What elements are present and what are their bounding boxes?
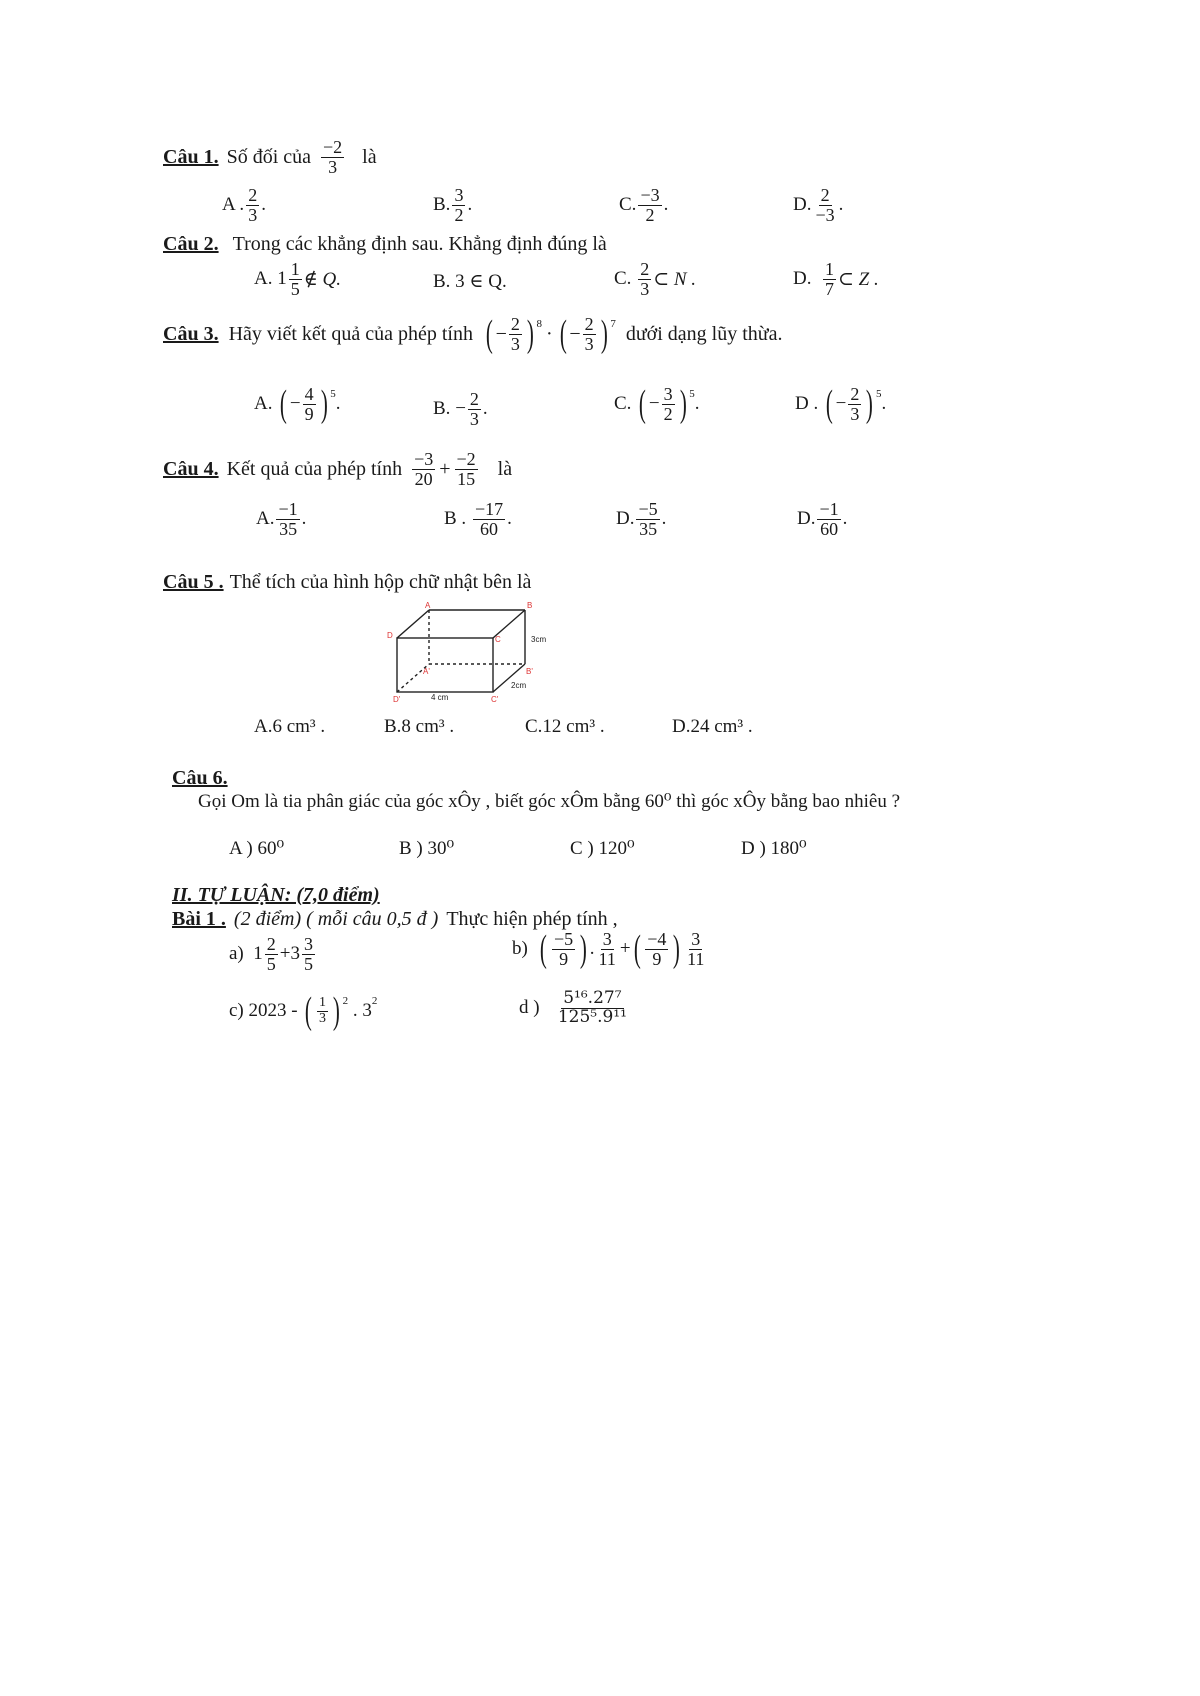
option-c[interactable]: C. $\frac{-3}{2}$ . [619, 185, 669, 225]
option-b[interactable]: B. 3 ∈ Q. [433, 271, 507, 292]
option-a[interactable]: A. 1 $\frac{1}{5}$ ∉ Q. [254, 259, 342, 299]
option-c[interactable]: C. $\frac{2}{3}$ ⊂ N . [614, 259, 697, 299]
height-label: 3cm [531, 635, 547, 644]
option-c[interactable]: C.12 cm³ . [525, 716, 605, 737]
option-c[interactable]: D. $\frac{-5}{35}$ . [616, 499, 667, 539]
option-a[interactable]: A. $\frac{-1}{35}$ . [256, 499, 307, 539]
question-text: Thể tích của hình hộp chữ nhật bên là [229, 571, 532, 593]
option-d[interactable]: D. $\frac{-1}{60}$ . [797, 499, 848, 539]
exercise-header [172, 908, 618, 931]
option-d[interactable]: D.24 cm³ . [672, 716, 753, 737]
question-text: Trong các khẳng định sau. Khẳng định đúng là [232, 233, 607, 255]
exercise-b: b) ( $\frac{-5}{9}$ ) . $\frac{3}{11}$ + ( $\frac{-4}{9}$ ) $\frac{3}{11}$ [512, 928, 705, 971]
option-a[interactable]: A ) 60⁰ [229, 838, 285, 859]
exercise-d: d ) $\frac{\text{5¹⁶.27⁷}}{\text{125⁵.9¹¹}}$ [519, 988, 627, 1027]
question-label: Câu 6. [172, 767, 228, 789]
power-expression: ( − $\frac{2}{3}$ ) 8 · ( − $\frac{2}{3}$ ) 7 [485, 313, 616, 356]
vertex-label: B' [526, 667, 533, 676]
option-a[interactable]: A . $\frac{2}{3}$ . [222, 185, 266, 225]
option-d[interactable]: D ) 180⁰ [741, 838, 807, 859]
vertex-label: C' [491, 695, 499, 704]
length-label: 4 cm [431, 693, 449, 702]
option-c[interactable]: C. ( − $\frac{3}{2}$ ) 5 . [614, 383, 700, 426]
question-4 [163, 450, 512, 489]
vertex-label: C [495, 635, 501, 644]
option-b[interactable]: B.8 cm³ . [384, 716, 455, 737]
question-text: Kết quả của phép tính [226, 457, 403, 480]
vertex-label: D' [393, 695, 401, 704]
question-label: Câu 3. [163, 322, 219, 345]
question-3 [163, 315, 783, 354]
option-c[interactable]: C ) 120⁰ [570, 838, 635, 859]
exercise-c: c) 2023 - ( $\frac{1}{3}$ ) 2 . 3 2 [229, 990, 378, 1032]
fraction: $\frac{-3}{20}$ [414, 449, 434, 489]
option-b[interactable]: B . $\frac{-17}{60}$ . [444, 499, 512, 539]
question-text: Số đối của [226, 145, 312, 168]
question-label: Câu 5 . [163, 571, 224, 593]
question-tail: là [497, 457, 513, 480]
vertex-label: D [387, 631, 393, 640]
option-a[interactable]: A.6 cm³ . [254, 716, 326, 737]
question-2 [163, 233, 607, 256]
exercise-text: Thực hiện phép tính , [446, 908, 618, 930]
exercise-a: a) 1 $\frac{2}{5}$ + 3 $\frac{3}{5}$ [229, 934, 313, 974]
question-1 [163, 138, 377, 177]
exercise-label: Bài 1 . [172, 908, 226, 930]
option-b[interactable]: B. − $\frac{2}{3}$ . [433, 389, 488, 429]
vertex-label: A [425, 601, 431, 610]
option-b[interactable]: B ) 30⁰ [399, 838, 455, 859]
vertex-label: B [527, 601, 533, 610]
fraction: $\frac{-2}{15}$ [456, 449, 476, 489]
question-label: Câu 1. [163, 145, 219, 168]
plus-sign: + [439, 457, 451, 480]
option-d[interactable]: D. $\frac{1}{7}$ ⊂ Z . [793, 259, 879, 299]
section-title: II. TỰ LUẬN: (7,0 điểm) [172, 884, 380, 906]
option-b[interactable]: B. $\frac{3}{2}$ . [433, 185, 473, 225]
question-tail: dưới dạng lũy thừa. [625, 322, 783, 345]
question-tail: là [362, 145, 377, 168]
question-text: Gọi Om là tia phân giác của góc xÔy , biết góc xÔm bằng 60⁰ thì góc xÔy bằng bao nhiêu ? [198, 791, 900, 812]
option-a[interactable]: A. ( − $\frac{4}{9}$ ) 5 . [254, 383, 341, 426]
question-text: Hãy viết kết quả của phép tính [228, 322, 473, 345]
question-5 [163, 571, 531, 594]
question-label: Câu 2. [163, 233, 219, 255]
vertex-label: A' [423, 667, 430, 676]
option-d[interactable]: D. $\frac{2}{-3}$ . [793, 185, 844, 225]
fraction: $\frac{-2}{3}$ [323, 137, 343, 177]
question-label: Câu 4. [163, 457, 219, 480]
exercise-note: (2 điểm) ( mỗi câu 0,5 đ ) [233, 908, 439, 930]
option-d[interactable]: D . ( − $\frac{2}{3}$ ) 5 . [795, 383, 887, 426]
width-label: 2cm [511, 681, 527, 690]
rectangular-box-figure [385, 600, 560, 710]
